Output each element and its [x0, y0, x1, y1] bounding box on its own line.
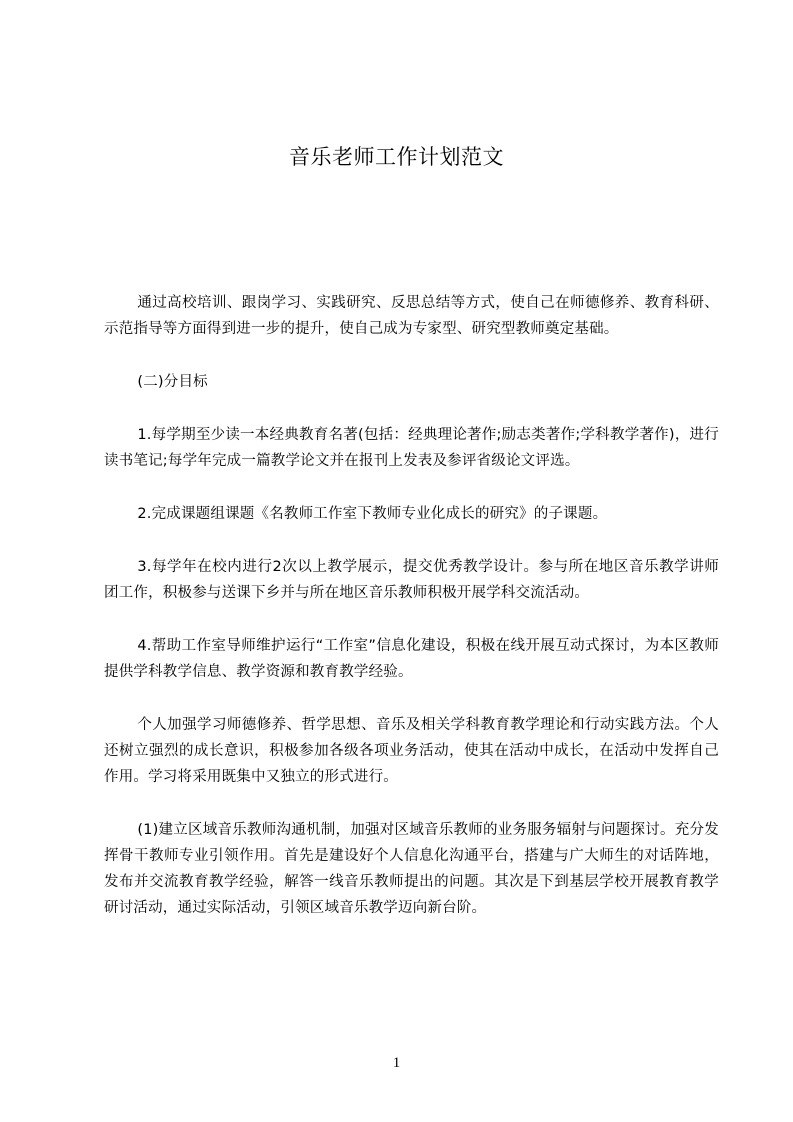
paragraph-goal-4: 4.帮助工作室导师维护运行“工作室”信息化建设，积极在线开展互动式探讨，为本区教师提供学科教学信息、教学资源和教育教学经验。: [104, 638, 719, 680]
paragraph-measure-1: (1)建立区域音乐教师沟通机制，加强对区域音乐教师的业务服务辐射与问题探讨。充分发挥骨干教师专业引领作用。首先是建设好个人信息化沟通平台，搭建与广大师生的对话阵地，发布并交流教育教学经验，解答一线音乐教师提出的问题。其次是下到基层学校开展教育教学研讨活动，通过实际活动，引领区域音乐教学迈向新台阶。: [104, 822, 719, 916]
paragraph-overall-goal: 通过高校培训、跟岗学习、实践研究、反思总结等方式，使自己在师德修养、教育科研、示范指导等方面得到进一步的提升，使自己成为专家型、研究型教师奠定基础。: [104, 295, 719, 337]
paragraph-personal-study: 个人加强学习师德修养、哲学思想、音乐及相关学科教育教学理论和行动实践方法。个人还树立强烈的成长意识，积极参加各级各项业务活动，使其在活动中成长，在活动中发挥自己作用。学习将采用既集中又独立的形式进行。: [104, 717, 719, 785]
page-number: 1: [392, 1055, 401, 1071]
paragraph-goal-3: 3.每学年在校内进行2次以上教学展示，提交优秀教学设计。参与所在地区音乐教学讲师团工作，积极参与送课下乡并与所在地区音乐教师积极开展学科交流活动。: [104, 559, 719, 601]
document-body: [104, 290, 719, 948]
section-heading-sub-goals: (二)分目标: [137, 374, 208, 390]
paragraph-goal-2: 2.完成课题组课题《名教师工作室下教师专业化成长的研究》的子课题。: [137, 506, 608, 522]
document-title: 音乐老师工作计划范文: [289, 145, 504, 169]
paragraph-goal-1: 1.每学期至少读一本经典教育名著(包括：经典理论著作;励志类著作;学科教学著作)，进行读书笔记;每学年完成一篇教学论文并在报刊上发表及参评省级论文评选。: [104, 427, 719, 469]
